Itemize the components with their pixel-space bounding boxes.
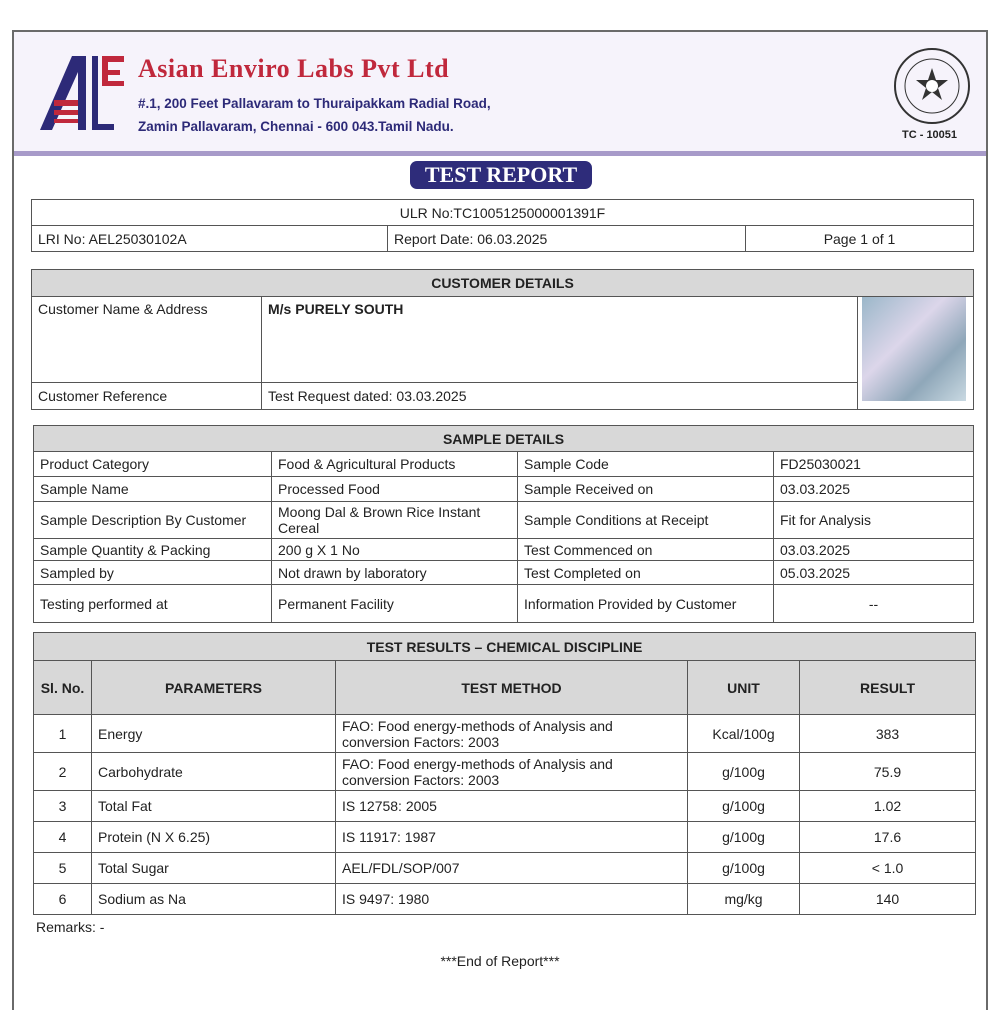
sample-row: [34, 539, 974, 561]
sample-value: Moong Dal & Brown Rice Instant Cereal: [272, 502, 518, 539]
sample-row: [34, 585, 974, 623]
unit: g/100g: [688, 753, 800, 791]
address-line-1: #.1, 200 Feet Pallavaram to Thuraipakkam Radial Road,: [138, 96, 491, 111]
sample-label: Sample Description By Customer: [34, 502, 272, 539]
customer-name-value: M/s PURELY SOUTH: [262, 297, 858, 383]
customer-details-heading: CUSTOMER DETAILS: [32, 270, 974, 297]
remarks: Remarks: -: [36, 919, 105, 935]
test-method: AEL/FDL/SOP/007: [336, 853, 688, 884]
unit: g/100g: [688, 853, 800, 884]
unit: g/100g: [688, 791, 800, 822]
sample-row: [34, 502, 974, 539]
customer-details-table: [31, 269, 974, 410]
table-row: [34, 822, 976, 853]
serial-number: 1: [34, 715, 92, 753]
company-name: Asian Enviro Labs Pvt Ltd: [138, 54, 450, 83]
customer-reference-value: Test Request dated: 03.03.2025: [262, 383, 858, 410]
sample-value: FD25030021: [774, 452, 974, 477]
test-method: FAO: Food energy-methods of Analysis and conversion Factors: 2003: [336, 753, 688, 791]
sample-details-table: [33, 425, 974, 623]
sample-value: 200 g X 1 No: [272, 539, 518, 561]
report-date: Report Date: 06.03.2025: [388, 226, 746, 252]
result: 140: [800, 884, 976, 915]
customer-reference-label: Customer Reference: [32, 383, 262, 410]
sample-value: 03.03.2025: [774, 539, 974, 561]
result: 17.6: [800, 822, 976, 853]
column-header: Sl. No.: [34, 661, 92, 715]
serial-number: 3: [34, 791, 92, 822]
sample-label: Sampled by: [34, 561, 272, 585]
sample-row: [34, 477, 974, 502]
sample-details-heading: SAMPLE DETAILS: [34, 426, 974, 452]
table-row: [34, 791, 976, 822]
parameter: Protein (N X 6.25): [92, 822, 336, 853]
sample-label: Testing performed at: [34, 585, 272, 623]
result: < 1.0: [800, 853, 976, 884]
table-row: [34, 753, 976, 791]
page-number: Page 1 of 1: [746, 226, 974, 252]
accreditation-seal-icon: [892, 46, 972, 126]
sample-value: 03.03.2025: [774, 477, 974, 502]
sample-value: Processed Food: [272, 477, 518, 502]
sample-label: Sample Conditions at Receipt: [518, 502, 774, 539]
serial-number: 6: [34, 884, 92, 915]
unit: g/100g: [688, 822, 800, 853]
table-row: [34, 884, 976, 915]
table-row: [34, 853, 976, 884]
end-of-report: ***End of Report***: [440, 953, 560, 969]
sample-value: --: [774, 585, 974, 623]
sample-label: Sample Code: [518, 452, 774, 477]
sample-label: Sample Received on: [518, 477, 774, 502]
test-results-table: [33, 632, 976, 915]
test-method: IS 11917: 1987: [336, 822, 688, 853]
parameter: Total Sugar: [92, 853, 336, 884]
sample-label: Information Provided by Customer: [518, 585, 774, 623]
column-header: RESULT: [800, 661, 976, 715]
lri-number: LRI No: AEL25030102A: [32, 226, 388, 252]
sample-row: [34, 452, 974, 477]
sample-label: Sample Quantity & Packing: [34, 539, 272, 561]
serial-number: 4: [34, 822, 92, 853]
serial-number: 5: [34, 853, 92, 884]
report-title: TEST REPORT: [410, 161, 592, 189]
parameter: Sodium as Na: [92, 884, 336, 915]
sample-label: Product Category: [34, 452, 272, 477]
test-method: IS 12758: 2005: [336, 791, 688, 822]
customer-name-label: Customer Name & Address: [32, 297, 262, 383]
unit: mg/kg: [688, 884, 800, 915]
sample-value: 05.03.2025: [774, 561, 974, 585]
sample-label: Sample Name: [34, 477, 272, 502]
sample-row: [34, 561, 974, 585]
parameter: Total Fat: [92, 791, 336, 822]
column-header: TEST METHOD: [336, 661, 688, 715]
report-info-table: [31, 199, 974, 252]
sample-value: Fit for Analysis: [774, 502, 974, 539]
address-line-2: Zamin Pallavaram, Chennai - 600 043.Tamil Nadu.: [138, 119, 454, 134]
unit: Kcal/100g: [688, 715, 800, 753]
sample-label: Test Commenced on: [518, 539, 774, 561]
sample-value: Not drawn by laboratory: [272, 561, 518, 585]
security-hologram: [862, 297, 966, 401]
company-logo: [38, 52, 128, 132]
sample-label: Test Completed on: [518, 561, 774, 585]
test-results-heading: TEST RESULTS – CHEMICAL DISCIPLINE: [34, 633, 976, 661]
column-header: PARAMETERS: [92, 661, 336, 715]
sample-value: Food & Agricultural Products: [272, 452, 518, 477]
certificate-number: TC - 10051: [902, 129, 958, 141]
serial-number: 2: [34, 753, 92, 791]
result: 1.02: [800, 791, 976, 822]
parameter: Carbohydrate: [92, 753, 336, 791]
result: 383: [800, 715, 976, 753]
table-row: [34, 715, 976, 753]
result: 75.9: [800, 753, 976, 791]
parameter: Energy: [92, 715, 336, 753]
sample-value: Permanent Facility: [272, 585, 518, 623]
ulr-number: ULR No:TC1005125000001391F: [32, 200, 974, 226]
column-header: UNIT: [688, 661, 800, 715]
letterhead: [14, 32, 986, 156]
test-method: FAO: Food energy-methods of Analysis and conversion Factors: 2003: [336, 715, 688, 753]
test-method: IS 9497: 1980: [336, 884, 688, 915]
